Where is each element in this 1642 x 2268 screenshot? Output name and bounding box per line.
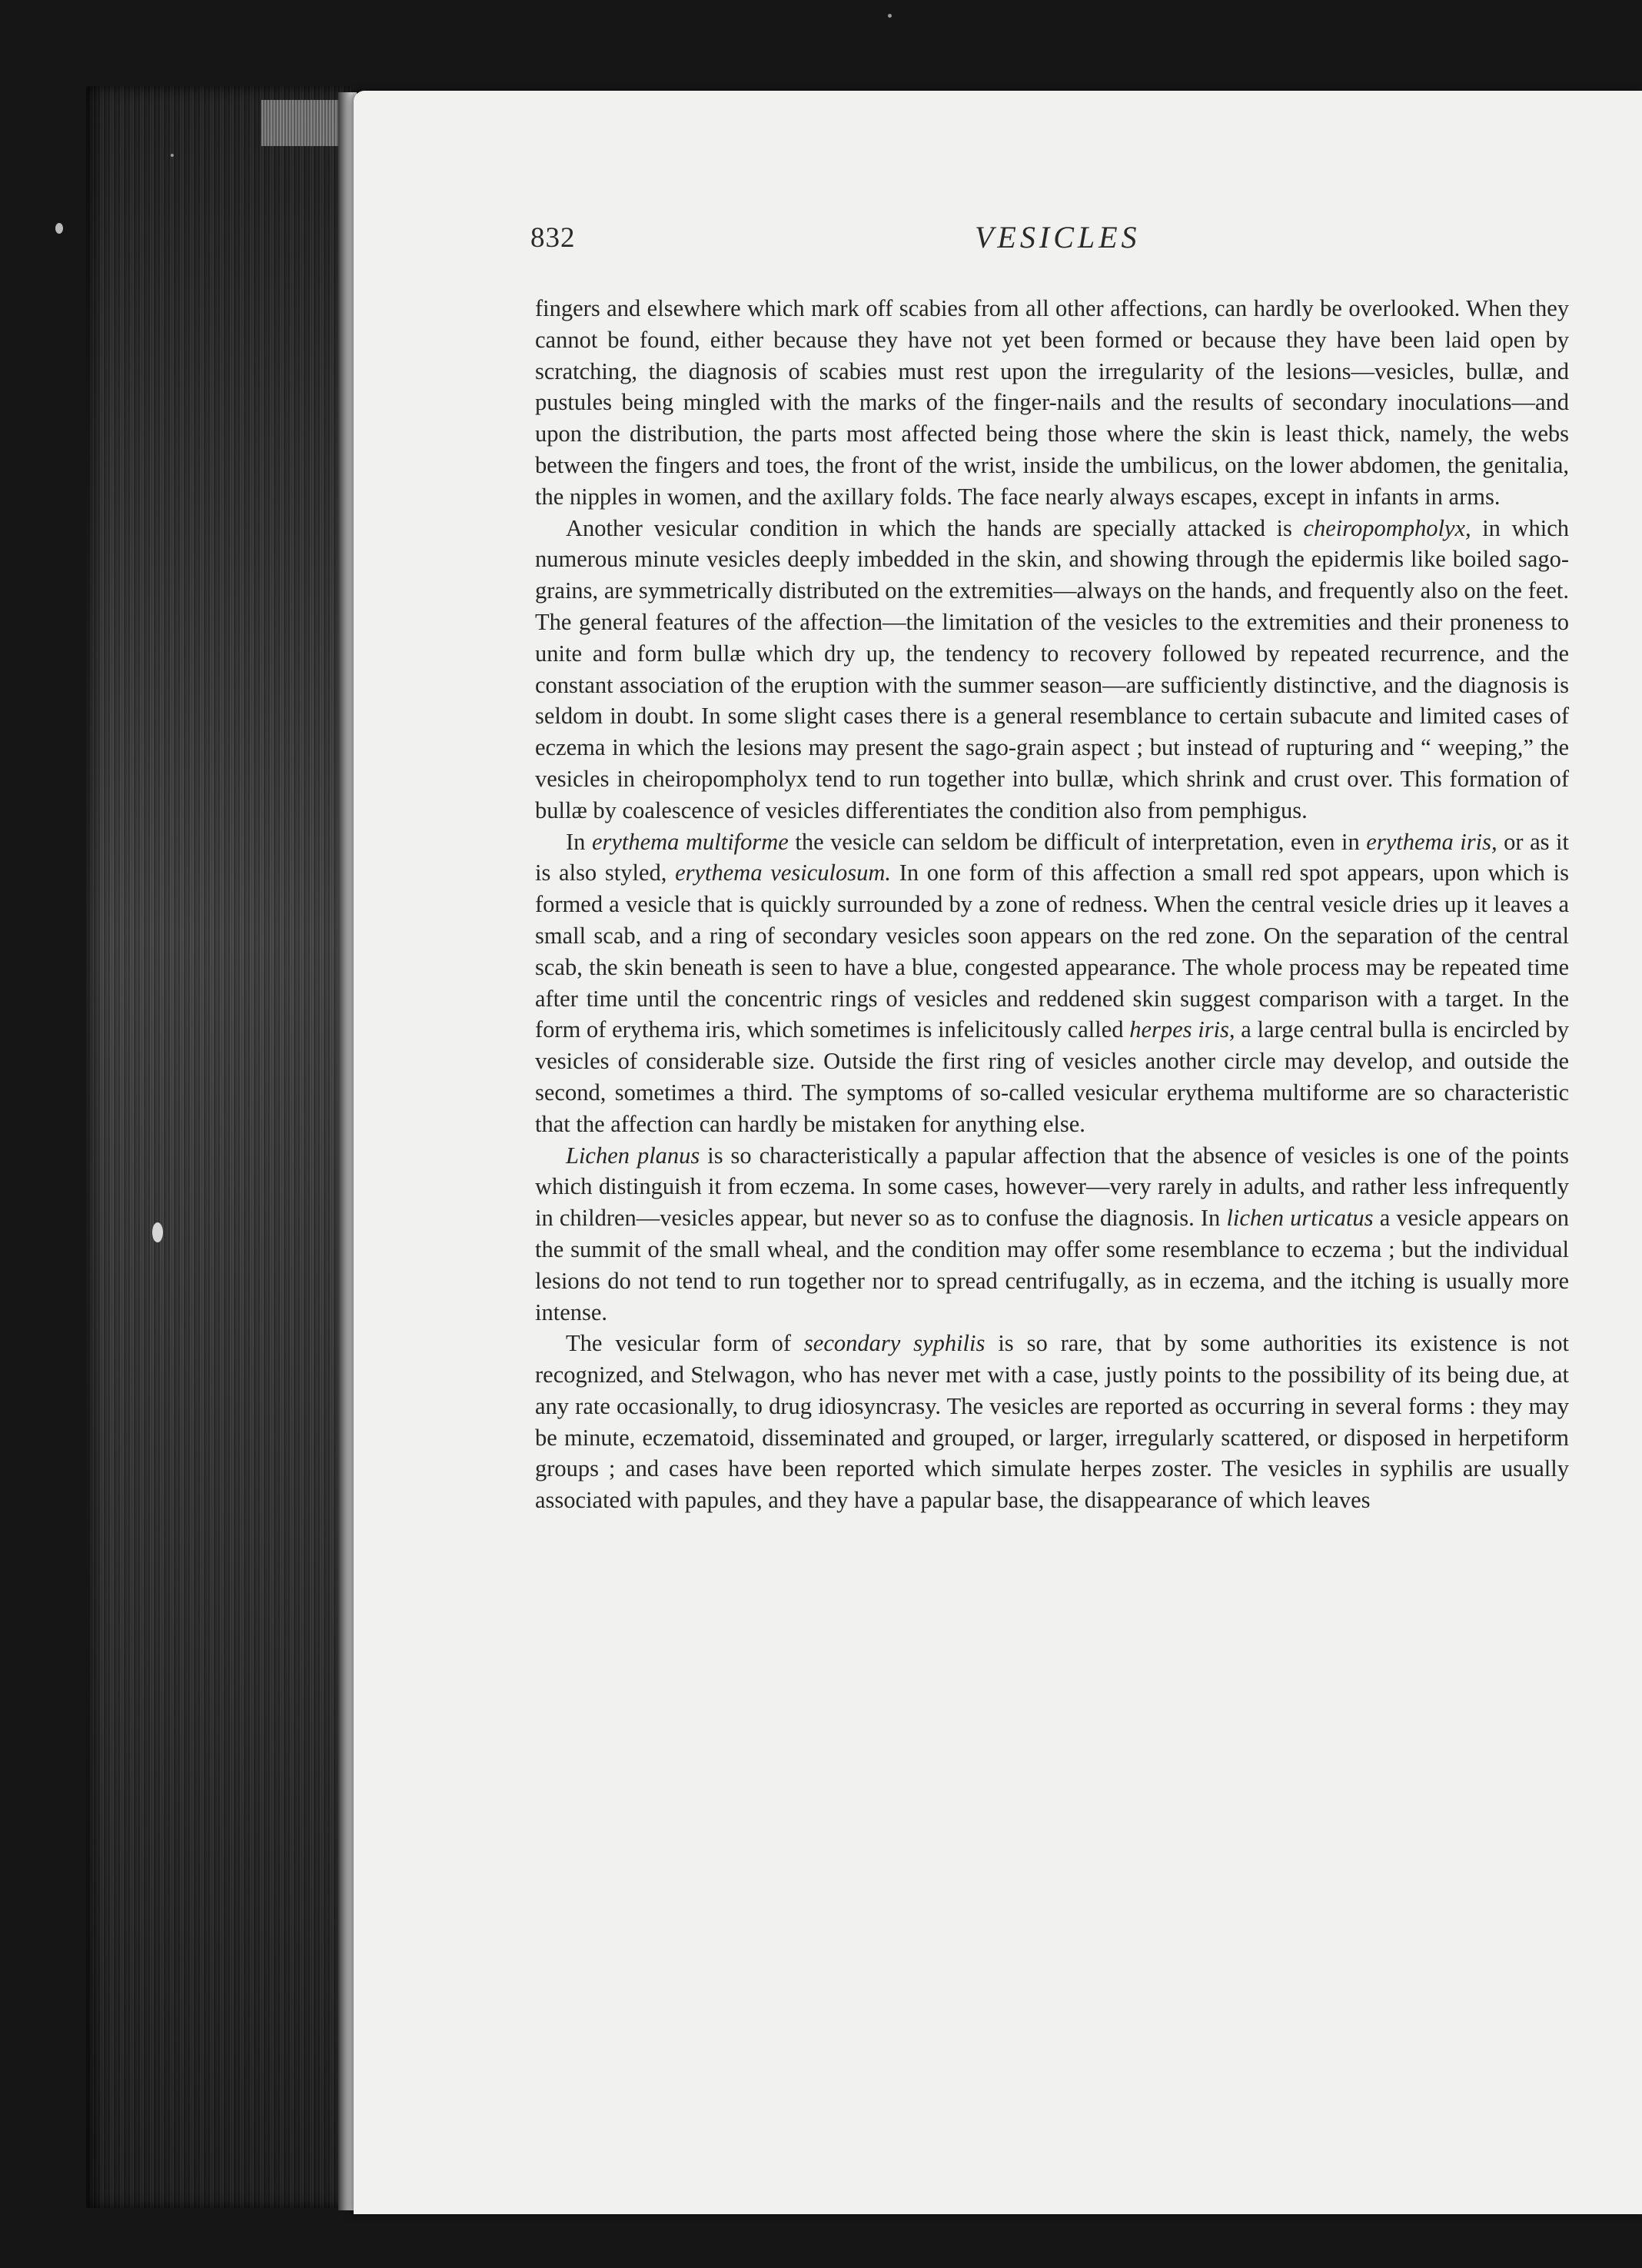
italic-term: erythema vesiculosum.	[675, 860, 891, 886]
italic-term: erythema multiforme	[591, 828, 789, 855]
text-run: In one form of this affection a small red spot appears, upon which is formed a vesicle that is quickly surrounded by a zone of redness. When the central vesicle dries up it leaves a small scab, and a ring of secondary vesicles soon appears on the red zone. On the separation of the central scab, the skin beneath is seen to have a blue, congested appearance. The whole process may be repeated time after time until the concentric rings of vesicles and reddened skin suggest comparison with a target. In the form of erythema iris, which sometimes is infelicitously called	[535, 860, 1569, 1043]
text-run: is so rare, that by some authorities its existence is not recognized, and Stelwagon, who has never met with a case, justly points to the possibility of its being due, at any rate occasionally, to drug idiosyncrasy. The vesicles are reported as occurring in several forms : they may be minute, eczematoid, disseminated and grouped, or larger, irregularly scattered, or disposed in herpetiform groups ; and cases have been reported which simulate herpes zoster. The vesicles in syphilis are usually associated with papules, and they have a papular base, the disappearance of which leaves	[535, 1330, 1569, 1514]
text-run: a large central bulla is encircled by vesicles of considerable size. Outside the first ring of vesicles another circle may develop, and outside the second, sometimes a third. The symptoms of so-called vesicular erythema multiforme are so characteristic that the affection can hardly be mistaken for anything else.	[535, 1016, 1570, 1137]
italic-term: lichen urticatus	[1226, 1205, 1374, 1232]
dust-speck	[55, 223, 63, 234]
text-run: fingers and elsewhere which mark off scabies from all other affections, can hardly be overlooked. When they cannot be found, either because they have not yet been formed or because they have been laid open by scratching, the diagnosis of scabies must rest upon the irregularity of the lesions—vesicles, bullæ, and pustules being mingled with the marks of the finger-nails and the results of secondary inoculations—and upon the distribution, the parts most affected being those where the skin is least thick, namely, the webs between the fingers and toes, the front of the wrist, inside the umbilicus, on the lower abdomen, the genitalia, the nipples in women, and the axillary folds. The face nearly always escapes, except in infants in arms.	[535, 295, 1569, 510]
paragraph	[535, 513, 1569, 826]
text-run: In	[566, 828, 592, 855]
italic-term: cheiropompholyx,	[1303, 514, 1471, 541]
text-run: is so characteristically a papular affection that the absence of vesicles is one of the points which distinguish it from eczema. In some cases, however—very rarely in adults, and rather less infrequently in children—vesicles appear, but never so as to confuse the diagnosis. In	[535, 1142, 1569, 1232]
paragraph	[535, 1328, 1569, 1516]
italic-term: Lichen planus	[566, 1142, 700, 1169]
paragraph	[535, 1140, 1569, 1329]
dust-speck	[888, 14, 892, 18]
text-run: Another vesicular condition in which the hands are specially attacked is	[566, 514, 1304, 541]
text-run: or as it is also styled,	[535, 828, 1570, 886]
body-text	[535, 293, 1569, 1516]
text-run: The vesicular form of	[566, 1330, 804, 1357]
italic-term: secondary syphilis	[803, 1330, 986, 1357]
text-run: a vesicle appears on the summit of the small wheal, and the condition may offer some resemblance to eczema ; but the individual lesions do not tend to run together nor to spread centrifugally, as in eczema, and the itching is usually more intense.	[535, 1205, 1569, 1325]
paragraph	[535, 826, 1569, 1140]
text-run: the vesicle can seldom be difficult of interpretation, even in	[788, 828, 1367, 855]
dust-speck	[152, 1222, 163, 1242]
dust-speck	[171, 154, 174, 157]
italic-term: herpes iris,	[1129, 1016, 1235, 1043]
italic-term: erythema iris,	[1366, 828, 1497, 855]
text-run: in which numerous minute vesicles deeply imbedded in the skin, and showing through the epidermis like boiled sago-grains, are symmetrically distributed on the extremities—always on the hands, and frequently also on the feet. The general features of the affection—the limitation of the vesicles to the extremities and their proneness to unite and form bullæ which dry up, the tendency to recovery followed by repeated recurrence, and the constant association of the eruption with the summer season—are sufficiently distinctive, and the diagnosis is seldom in doubt. In some slight cases there is a general resemblance to certain subacute and limited cases of eczema in which the lesions may present the sago-grain aspect ; but instead of rupturing and “ weeping,” the vesicles in cheiropompholyx tend to run together into bullæ, which shrink and crust over. This formation of bullæ by coalescence of vesicles differentiates the condition also from pemphigus.	[535, 514, 1569, 823]
book-page-edges	[86, 86, 352, 2208]
paragraph	[535, 293, 1569, 513]
page-number: 832	[530, 222, 576, 254]
running-head: VESICLES	[975, 220, 1141, 254]
